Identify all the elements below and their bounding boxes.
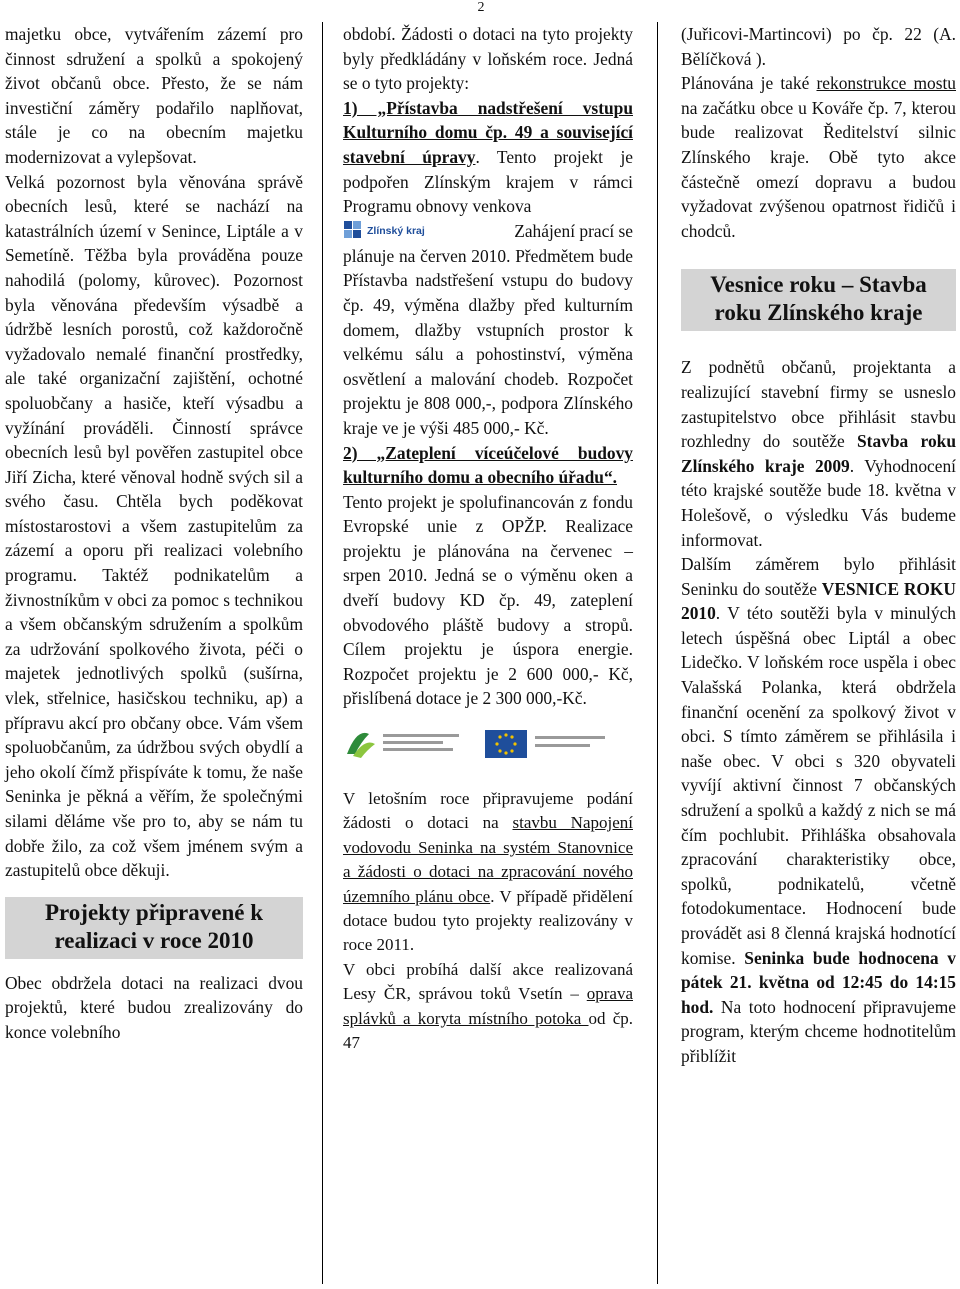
paragraph: Z podnětů občanů, projektanta a realizující stavební firmy se usneslo zastupitelstvo obce přihlásit stavbu rozhledny do soutěže Stavba roku Zlínského kraje 2009. Vyhodnocení této krajské soutěže bude 18. května v Holešově, o výsledku Vás budeme informovat.	[681, 357, 956, 550]
paragraph: (Juřicovi-Martincovi) po čp. 22 (A. Bělíčková ).	[681, 24, 956, 69]
paragraph: majetku obce, vytvářením zázemí pro činnost sdružení a spolků a spokojený život občanů obce. Přesto, že se nám investiční záměry podařilo naplňovat, stále je co na obecním majetku modernizovat a vylepšovat.	[5, 24, 303, 167]
paragraph: V letošním roce připravujeme podání žádosti o dotaci na stavbu Napojení vodovodu Seninka na systém Stanovnice a žádosti o dotaci na zpracování nového územního plánu obce. V případě přidělení dotace budou tyto projekty realizovány v roce 2011.	[343, 789, 633, 955]
column-middle	[343, 22, 633, 1056]
zlinsky-kraj-logo	[343, 219, 463, 247]
opzp-logo	[343, 724, 463, 764]
project-2-title: 2) „Zateplení víceúčelové budovy kulturního domu a obecního úřadu“.	[343, 442, 633, 488]
column-divider-right	[657, 22, 658, 1284]
column-left	[5, 22, 303, 1045]
project-1: 1) „Přístavba nadstřešení vstupu Kulturního domu čp. 49 a související stavební úpravy. Tento projekt je podpořen Zlínským krajem v rámci Programu obnovy venkova	[343, 97, 633, 217]
paragraph: plánuje na červen 2010. Předmětem bude Přístavba nadstřešení vstupu do budovy čp. 49, výměna dlažby před kulturním domem, dlažby vstupních prostor k velkému sálu a pohostinství, výměna osvětlení a malování chodeb. Rozpočet projektu je 808 000,-, podpora Zlínského kraje ve je výši 485 000,- Kč.	[343, 245, 633, 438]
column-right	[681, 22, 956, 1069]
page-number: 2	[477, 0, 485, 15]
zlinsky-kraj-line: Zlínský kraj Zahájení prací se	[343, 219, 633, 269]
column-divider-left	[322, 22, 323, 1284]
zlinsky-kraj-logo-text: Zlínský kraj	[367, 224, 425, 237]
paragraph: období. Žádosti o dotaci na tyto projekty byly předkládány v loňském roce. Jedná se o tyto projekty:	[343, 24, 633, 94]
paragraph: Dalším záměrem bylo přihlásit Seninku do soutěže VESNICE ROKU 2010. V této soutěži byla v minulých letech úspěšná obec Liptál a obec Lidečko. V loňském roce uspěla i obec Valašská Polanka, která obdržela finanční ocenění za spolkový život v obci. S tímto záměrem se přihlásila i naše obec. V obci s 320 obyvateli vyvíjí aktivní činnost 7 občanských sdružení a spolků a každý z nich se má čím pochlubit. Přihláška obsahovala zpracování charakteristiky obce, spolků, podnikatelů, včetně fotodokumentace. Hodnocení bude provádět asi 8 členná krajská hodnotící komise. Seninka bude hodnocena v pátek 21. května od 12:45 do 14:15 hod. Na toto hodnocení připravujeme program, kterým chceme hodnotitelům přiblížit	[681, 554, 956, 1066]
eu-logos	[343, 721, 633, 767]
paragraph: Velká pozornost byla věnována správě obecních lesů, které se nachází na katastrálních území v Senince, Liptále a v Semetíně. Těžba byla prováděna pouze nahodilá (polomy, kůrovec). Pozornost byla věnována především výsadbě a údržbě lesních porostů, což každoročně vyžadovalo nemalé finanční prostředky, ale také organizační zajištění, ochotné spoluobčany a hasiče, kteří výsadbu a vyžínání prováděli. Činností správce obecních lesů byl pověřen zastupitel obce Jiří Zicha, které věnoval hodně svých sil a svého času. Chtěla bych poděkovat místostarostovi a všem zastupitelům za zázemí a oporu při realizaci volebního programu. Taktéž podnikatelům a živnostníkům v obci za pomoc s technikou a všem občanským sdružením a spolkům za udržování spolkového života, péči o majetek jednotlivých spolků (sušírna, vlek, střelnice, hasičskou techniku, ap) a přípravu akcí pro občany obce. Vám všem spoluobčanům, za údržbou svých obydlí a jeho okolí čímž přispíváte k tomu, že naše Seninka je pěkná a věřím, že společnými silami děláme vše pro to, aby se nám tu dobře žilo, za což všem jménem svým a zastupitelů obce děkuji.	[5, 171, 303, 881]
project-1-title: 1) „Přístavba nadstřešení vstupu Kulturního domu čp. 49 a související stavební úpravy	[343, 97, 633, 167]
paragraph: Obec obdržela dotaci na realizaci dvou projektů, které budou zrealizovány do konce volebního	[5, 972, 303, 1042]
section-heading-village: Vesnice roku – Stavba roku Zlínského kraje	[681, 269, 956, 331]
paragraph: Tento projekt je spolufinancován z fondu Evropské unie z OPŽP. Realizace projektu je plánována na červenec – srpen 2010. Jedná se o výměnu oken a dveří budovy KD čp. 49, zateplení obvodového pláště budovy a stropů. Cílem projektu je úspora energie. Rozpočet projektu je 2 600 000,- Kč, přislíbená dotace je 2 300 000,-Kč.	[343, 491, 633, 709]
paragraph: Plánována je také rekonstrukce mostu na začátku obce u Kováře čp. 7, kterou bude realizovat Ředitelství silnic Zlínského kraje. Obě tyto akce částečně omezí dopravu a budou vyžadovat zvýšenou opatrnost řidičů i chodců.	[681, 73, 956, 241]
eu-flag-logo	[483, 724, 613, 764]
section-heading-projects: Projekty připravené k realizaci v roce 2010	[5, 897, 303, 959]
paragraph: V obci probíhá další akce realizovaná Lesy ČR, správou toků Vsetín – oprava splávků a koryta místního potoka od čp. 47	[343, 959, 634, 1053]
